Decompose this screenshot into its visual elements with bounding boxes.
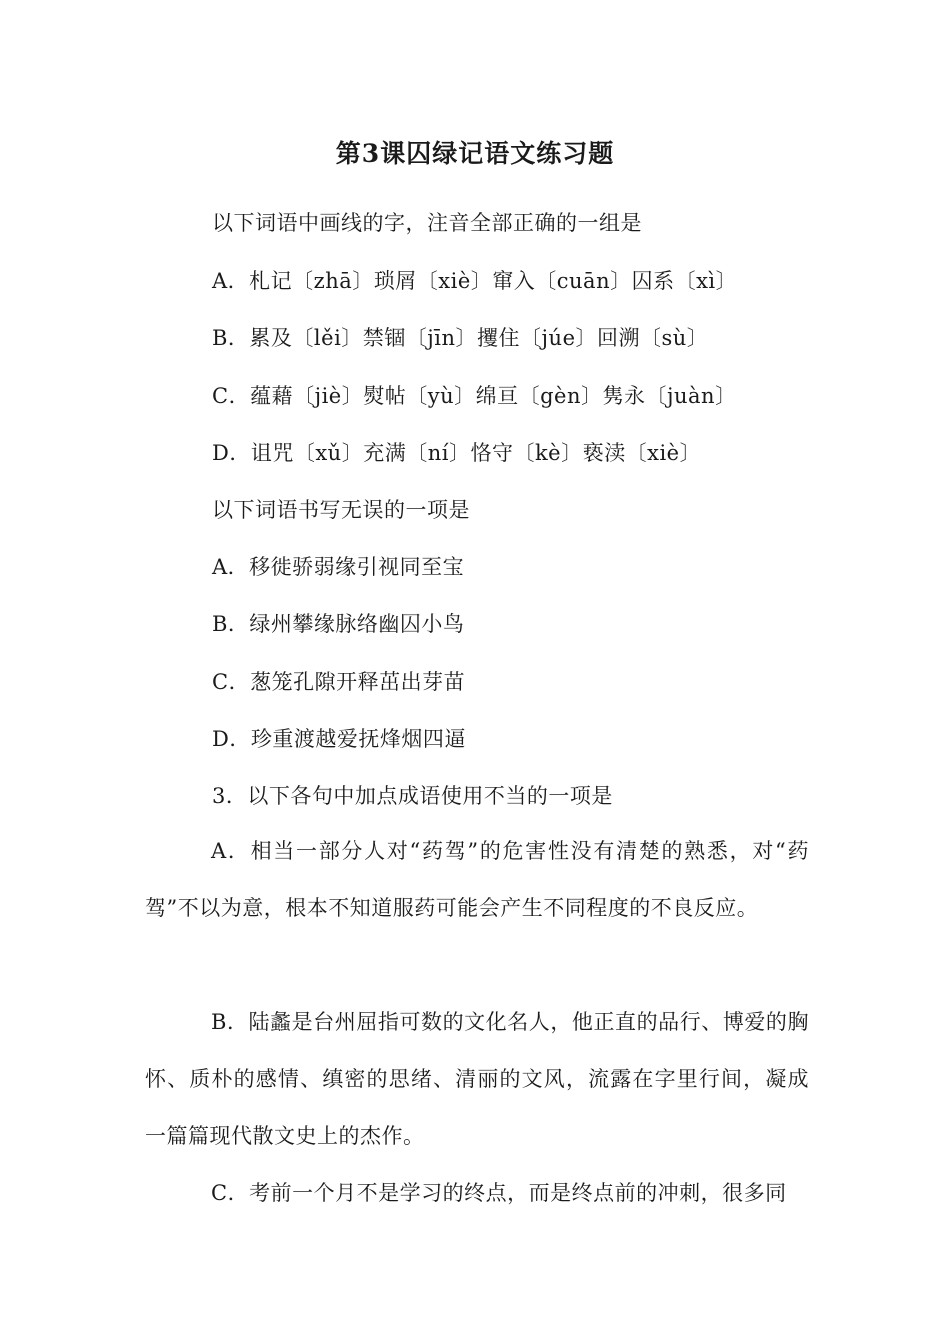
question-3-stem: 3．以下各句中加点成语使用不当的一项是	[212, 784, 613, 808]
question-1-option-c: C．蕴藉〔jiè〕熨帖〔yù〕绵亘〔gèn〕隽永〔juàn〕	[212, 384, 737, 408]
question-3-option-c-text: C．考前一个月不是学习的终点，而是终点前的冲刺，很多同	[211, 1181, 787, 1205]
question-3-option-b	[145, 994, 809, 1165]
question-1-stem: 以下词语中画线的字，注音全部正确的一组是	[212, 211, 642, 235]
question-1-option-b: B．累及〔lěi〕禁锢〔jīn〕攫住〔júe〕回溯〔sù〕	[212, 326, 709, 350]
question-3-option-b-text: B．陆蠡是台州屈指可数的文化名人，他正直的品行、博爱的胸怀、质朴的感情、缜密的思绪、清丽的文风，流露在字里行间，凝成一篇篇现代散文史上的杰作。	[145, 1010, 809, 1148]
question-3-option-a	[145, 823, 809, 937]
question-2-option-b: B．绿州攀缘脉络幽囚小鸟	[212, 612, 465, 636]
question-2-option-a: A．移徙骄弱缘引视同至宝	[212, 555, 465, 579]
question-2-stem: 以下词语书写无误的一项是	[212, 498, 470, 522]
question-1-option-a: A．札记〔zhā〕琐屑〔xiè〕窜入〔cuān〕囚系〔xì〕	[212, 269, 738, 293]
question-1-option-d: D．诅咒〔xǔ〕充满〔ní〕恪守〔kè〕亵渎〔xiè〕	[212, 441, 702, 465]
page-title: 第3课囚绿记语文练习题	[335, 139, 615, 168]
question-3-option-c	[145, 1165, 809, 1222]
question-3-option-a-text: A．相当一部分人对“药驾”的危害性没有清楚的熟悉，对“药驾”不以为意，根本不知道服药可能会产生不同程度的不良反应。	[145, 839, 809, 920]
question-2-option-c: C．葱笼孔隙开释茁出芽苗	[212, 670, 466, 694]
question-2-option-d: D．珍重渡越爱抚烽烟四逼	[212, 727, 466, 751]
